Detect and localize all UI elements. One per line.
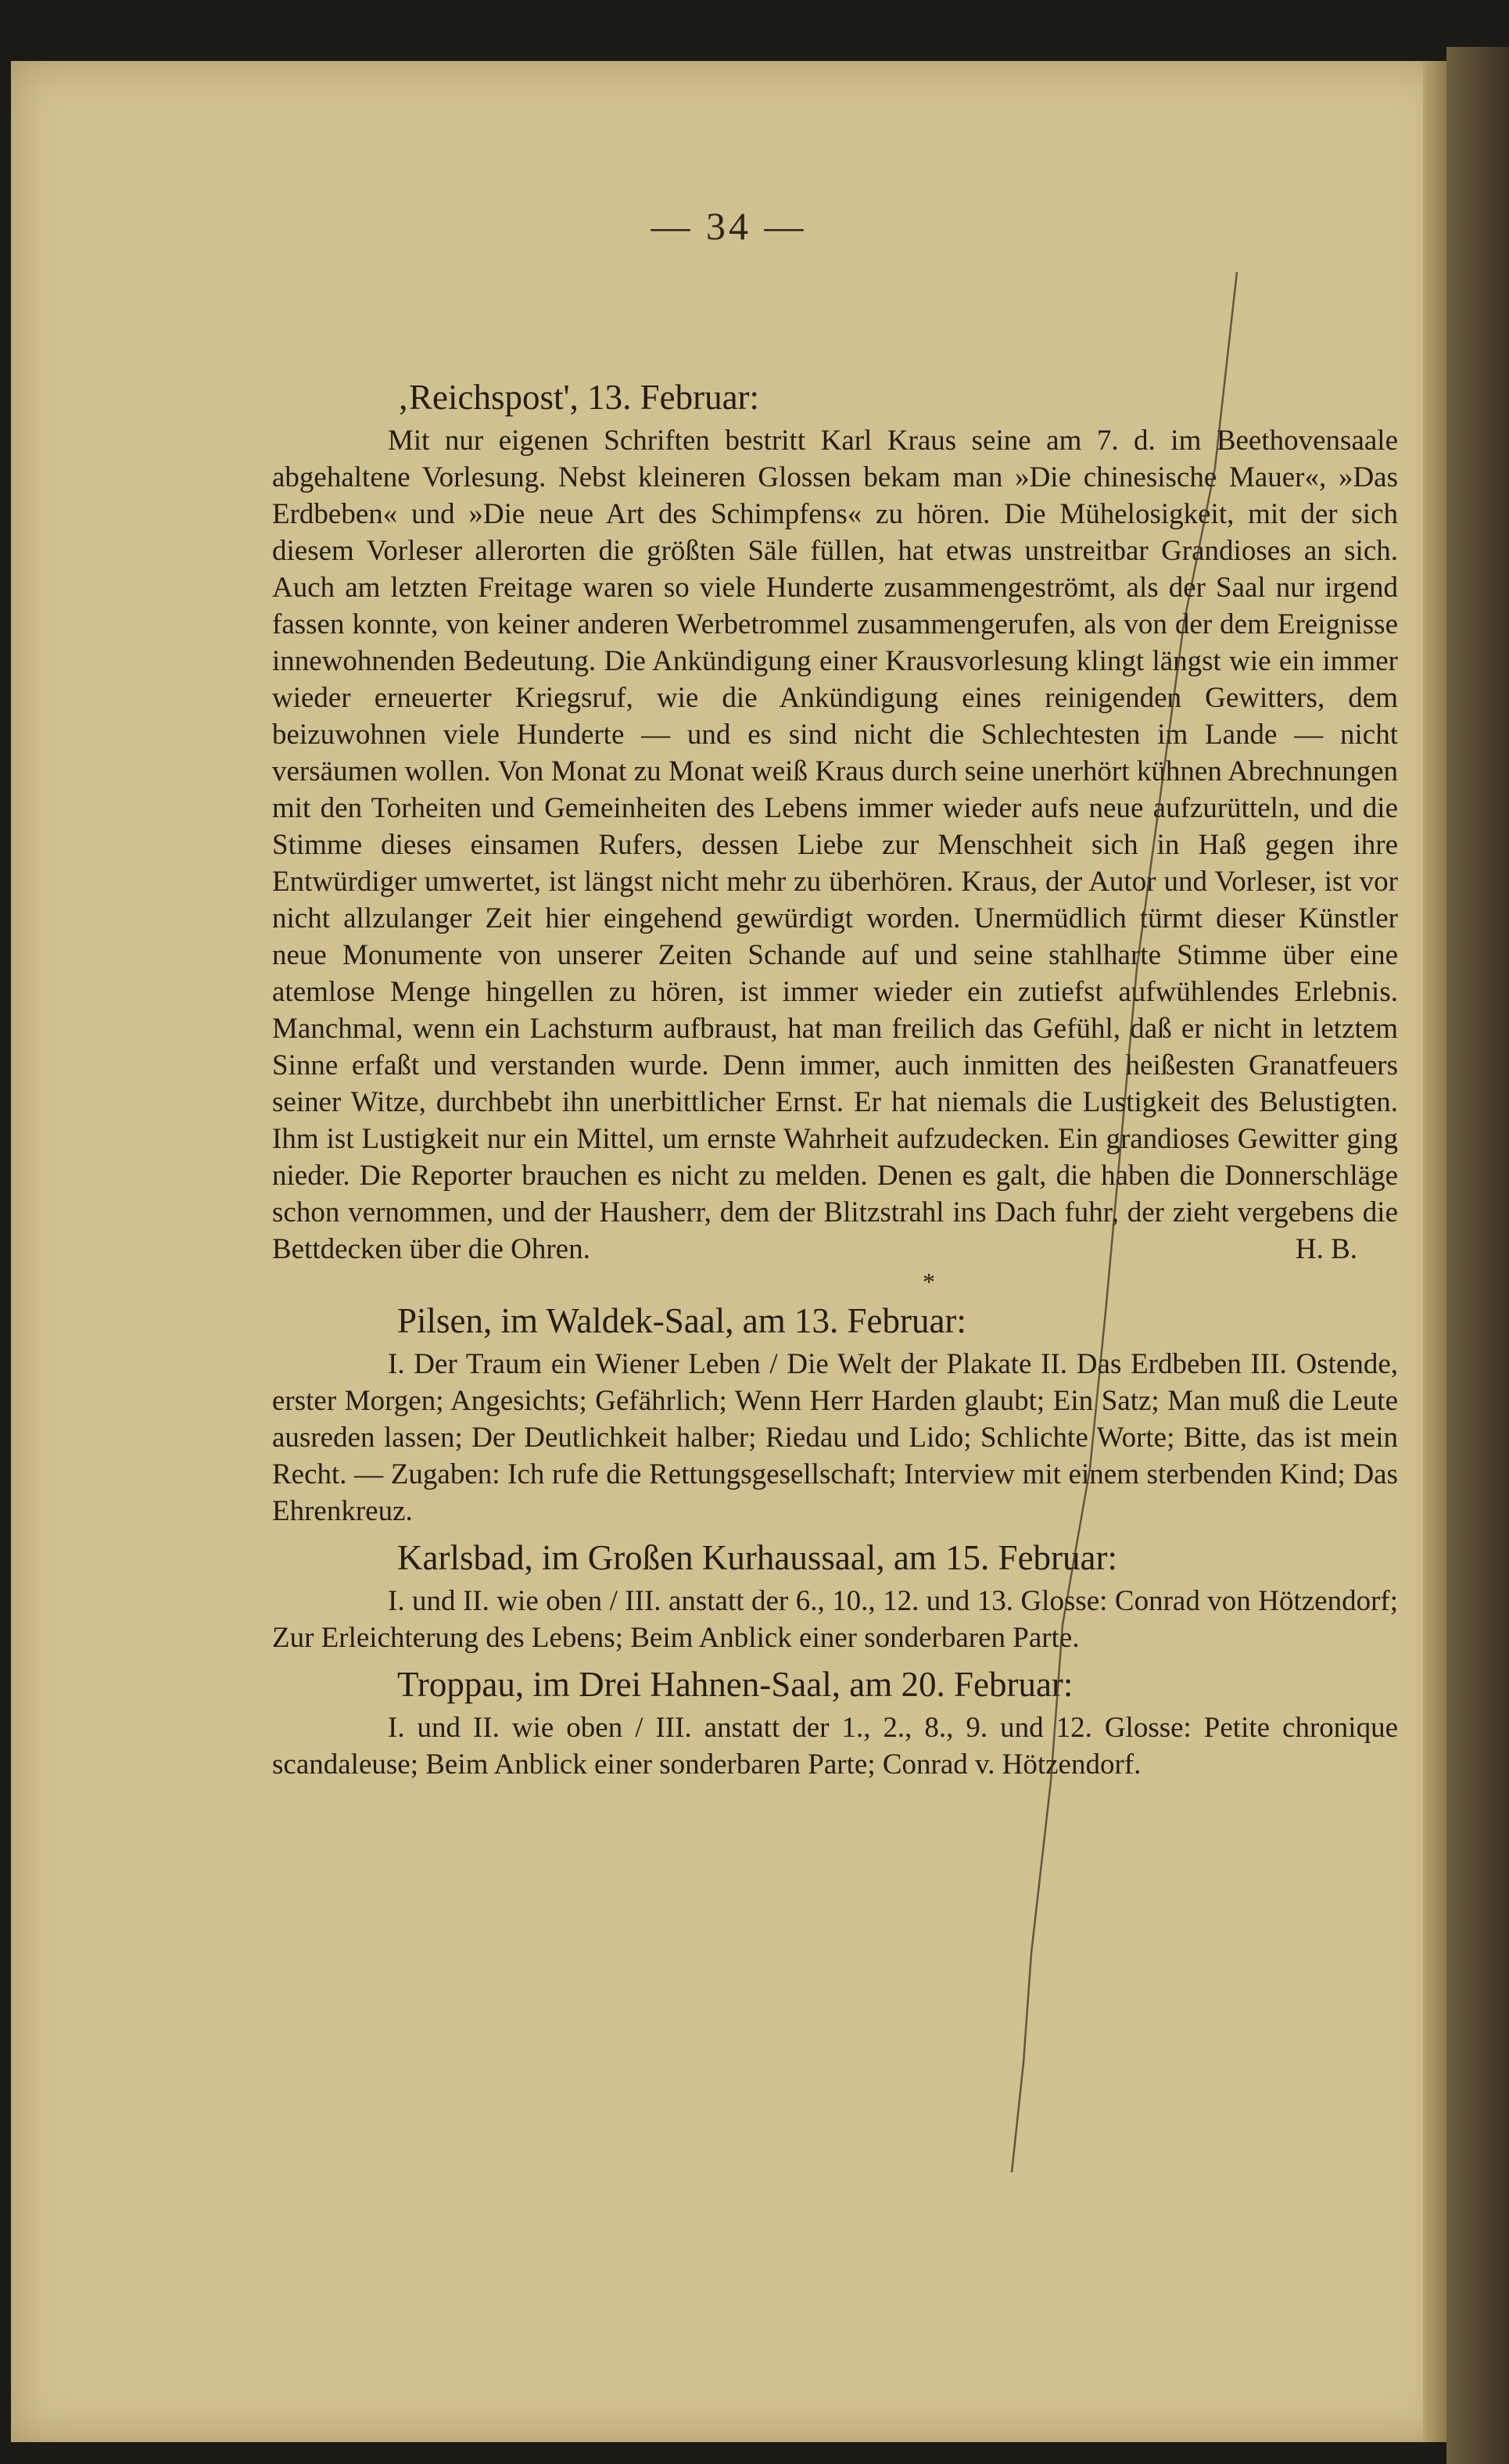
section-heading-pilsen: Pilsen, im Waldek-Saal, am 13. Februar: bbox=[397, 1301, 966, 1340]
section-body-troppau: I. und II. wie oben / III. anstatt der 1., 2., 8., 9. und 12. Glosse: Petite chronique scandaleuse; Beim Anblick einer sonderbaren Parte; Conrad v. Hötzendorf. bbox=[272, 1712, 1398, 1781]
page-number: — 34 — bbox=[651, 204, 807, 248]
review-body: Mit nur eigenen Schriften bestritt Karl Kraus seine am 7. d. im Beethovensaale abgehaltene Vorlesung. Nebst kleineren Glossen bekam man »Die chinesische Mauer«, »Das Erdbeben« und »Die neue Art des Schimpfens« zu hören. Die Mühelosigkeit, mit der sich diesem Vorleser allerorten die größten Säle füllen, hat etwas unstreitbar Grandioses an sich. Auch am letzten Freitage waren so viele Hunderte zusammengeströmt, als der Saal nur irgend fassen konnte, von keiner anderen Werbetrommel zusammengerufen, als von der dem Ereignisse innewohnenden Bedeutung. Die Ankündigung einer Krausvorlesung klingt längst wie ein immer wieder erneuerter Kriegsruf, wie die Ankündigung eines reinigenden Gewitters, dem beizuwohnen viele Hunderte — und es sind nicht die Schlechtesten im Lande — nicht versäumen wollen. Von Monat zu Monat weiß Kraus durch seine unerhört kühnen Abrechnungen mit den Torheiten und Gemeinheiten des Lebens immer wieder aufs neue aufzurütteln, und die Stimme dieses einsamen Rufers, dessen Liebe zur Menschheit sich in Haß gegen ihre Entwürdiger umwertet, ist längst nicht mehr zu überhören. Kraus, der Autor und Vorleser, ist vor nicht allzulanger Zeit hier eingehend gewürdigt worden. Unermüdlich türmt dieser Künstler neue Monumente von unserer Zeiten Schande auf und seine stahlharte Stimme über eine atemlose Menge hingellen zu hören, ist immer wieder ein zutiefst aufwühlendes Erlebnis. Manchmal, wenn ein Lachsturm aufbraust, hat man freilich das Gefühl, daß er nicht in letztem Sinne erfaßt und verstanden wurde. Denn immer, auch inmitten des heißesten Granatfeuers seiner Witze, durchbebt ihn unerbittlicher Ernst. Er hat niemals die Lustigkeit des Belustigten. Ihm ist Lustigkeit nur ein Mittel, um ernste Wahrheit aufzudecken. Ein grandioses Gewitter ging nieder. Die Reporter brauchen es nicht zu melden. Denen es galt, die haben die Donnerschläge schon vernommen, und der Hausherr, dem der Blitzstrahl ins Dach fuhr, der zieht vergebens die Bettdecken über die Ohren. bbox=[272, 425, 1398, 1265]
section-heading-karlsbad: Karlsbad, im Großen Kurhaussaal, am 15. Februar: bbox=[397, 1538, 1118, 1577]
book-page bbox=[11, 61, 1446, 2442]
section-body-pilsen: I. Der Traum ein Wiener Leben / Die Welt der Plakate II. Das Erdbeben III. Ostende, erster Morgen; Angesichts; Gefährlich; Wenn Herr Harden glaubt; Ein Satz; Man muß die Leute ausreden lassen; Der Deutlichkeit halber; Riedau und Lido; Schlichte Worte; Bitte, das ist mein Recht. — Zugaben: Ich rufe die Rettungsgesellschaft; Interview mit einem sterbenden Kind; Das Ehrenkreuz. bbox=[272, 1348, 1398, 1527]
review-signature: H. B. bbox=[1295, 1233, 1357, 1265]
review-heading: ‚Reichspost', 13. Februar: bbox=[397, 378, 760, 417]
section-heading-troppau: Troppau, im Drei Hahnen-Saal, am 20. Februar: bbox=[397, 1665, 1074, 1704]
section-body-karlsbad: I. und II. wie oben / III. anstatt der 6., 10., 12. und 13. Glosse: Conrad von Hötzendorf; Zur Erleichterung des Lebens; Beim Anblick einer sonderbaren Parte. bbox=[272, 1585, 1398, 1654]
page-content bbox=[272, 372, 1398, 1786]
adjacent-page-edge bbox=[1446, 47, 1509, 2464]
page-edge-shadow bbox=[1423, 61, 1446, 2442]
section-separator: * bbox=[923, 1268, 935, 1296]
